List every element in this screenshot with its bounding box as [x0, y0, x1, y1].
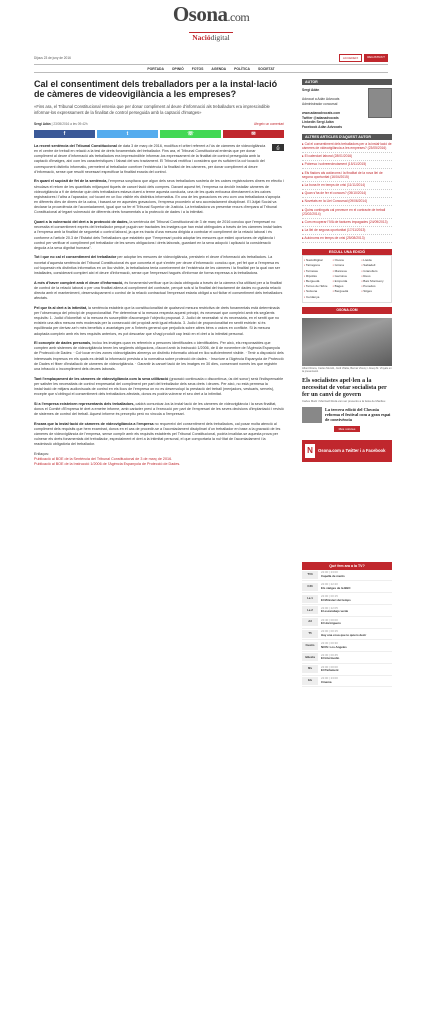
tv-row[interactable]	[302, 652, 392, 664]
paragraph-6	[34, 306, 284, 337]
paragraph-4	[34, 255, 284, 276]
paragraph-text: la sentència del Tribunal Constitucional de 3 de març de 2016 conclou que l'empresari no necessita el consentiment exprés del treballador perquè puguin ser tractades les imatges que han estat obtingudes a través de les càmeres instal·lades a l'empresa amb la finalitat de seguretat o control laboral, ja que es tracta d'una mesura dirigida a controlar el compliment de la relació laboral i és conforme a l'article 20.3 de l'Estatut dels Treballadors que estableix que "l'empresari podrà adoptar les mesures que estimi oportunes de vigilància i control per verificar el compliment pel treballador de les seves obligacions i drets laborals, guardant en la seva adopció i aplicació la consideració deguda a la seva dignitat humana".	[34, 220, 282, 250]
article-link[interactable]: ▸ Novetats en la Llei Concursal (09/06/2014)	[302, 198, 392, 206]
osona-header: OSONA.COM	[302, 307, 392, 314]
email-icon: ✉	[251, 131, 256, 137]
links-label: Enllaços:	[34, 451, 49, 456]
nav-societat[interactable]: SOCIETAT	[257, 66, 275, 71]
nav-portada[interactable]: PORTADA	[147, 66, 164, 71]
tv-program: Cinema	[321, 680, 332, 685]
paragraph-5	[34, 281, 284, 302]
edition-link[interactable]: ▪ Osona	[333, 258, 362, 263]
tv-program: El escarabajo verde	[321, 609, 349, 614]
tv-row[interactable]	[302, 593, 392, 605]
paragraph-text: (gravació continuada o discontínua, ús del sonor) serà l'indispensable per satisfer les necessitats de control empresarial del compliment per part del treballador dels seus drets i deures. Per això, no està permesa la instal·lació de mitjans audiovisuals de control en els llocs de l'empresa on no es desenvolupi la prestació del treball (menjadors, vestuaris, serveis), excepte que s'obtingui el consentiment dels treballadors afectats, doncs es podria vulnerar el seu dret a la intimitat.	[34, 376, 284, 397]
tv-row[interactable]	[302, 676, 392, 688]
article-link[interactable]: ▸ Pobresa i sobreendeutament (15/11/2015)	[302, 161, 392, 169]
tv-row[interactable]	[302, 664, 392, 676]
channel-logo: laSexta	[302, 653, 318, 661]
edition-link[interactable]: ▪ Cerdanya	[304, 295, 333, 300]
edition-link[interactable]: ▪ NacióDigital	[304, 258, 333, 263]
channel-logo: btv	[302, 677, 318, 685]
paragraph-text: caldrà comunicar-los la instal·lació de les càmeres de videovigilància i la seva finalitat, doncs el Comitè d'Empresa té dret a emetre informe, amb caràcter previ a l'execució per part de l'empresari de les seves decisions d'implantació i revisió de sistemes de control del treball. Aquest informe és preceptiu però no vincula a l'empresari.	[34, 401, 284, 417]
banner-text: Osona.com a Twitter i a Facebook	[318, 448, 386, 454]
author-linkedin-link[interactable]: Linkedin Sergi Adán	[302, 120, 334, 125]
author-articles	[302, 134, 392, 243]
twitter-icon: t	[126, 131, 129, 137]
bold-lead: Tot i que no cal el consentiment del treballador	[34, 255, 117, 260]
paragraph-text: inclou les imatges quan es refereixin a persones identificades o identificables. Per això, els responsables que compten amb sistemes de videovigilància tenen les següents obligacions, d'acord amb la Instrucció 1/2006, de 8 de novembre de l'Agència Espanyola de Protecció de Dades: · Col·locar en les zones videovigilades almenys un distintiu informatiu ubicat en lloc suficientment visible. · Tenir a disposició dels interessats impresos en els quals es detalli la informació prevista a la normativa sobre protecció de dades. · Inscriure a l'Agència Espanyola de Protecció de Dades el fitxer d'installació de càmeres de videovigilància. · Garantir la cancel·lació de les imatges en 30 dies, conservant només les que registrin una infracció o incompliment dels deures laborals.	[34, 341, 284, 371]
tv-program: Capella de ments	[321, 574, 345, 579]
paragraph-7	[34, 341, 284, 372]
article-link[interactable]: ▸ Cal el consentiment dels treballadors per a la instal·lació de càmeres de videovigilància a les empreses? (23/05/2016)	[302, 140, 392, 152]
article-link[interactable]: ▸ Quins continguts cal preveure en el contracte de treball (23/02/2014)	[302, 206, 392, 218]
mini-news[interactable]	[302, 407, 392, 423]
channel-logo: T5	[302, 630, 318, 638]
nacio-digital-logo[interactable]: Naciódigital	[189, 32, 233, 42]
article-author[interactable]: Sergi Adán	[34, 122, 51, 126]
edition-selector	[302, 249, 392, 303]
article-link[interactable]: ▸ Els fiadors als autònoms i la finalitat de la nova llei de segona oportunitat (16/04/2015)	[302, 169, 392, 181]
author-twitter-link[interactable]: Twitter @adanadvocats	[302, 115, 339, 120]
channel-logo: La 2	[302, 606, 318, 614]
paragraph-text: la sentència estableix que la constitucionalitat de qualsevol mesura restrictiva de drets fonamentals està determinada per l'observança del principi de proporcionalitat. Per determinar si la mesura respecta aquest principi, és necessari que compleixi amb els següents requisits: 1. Judici d'idoneïtat: si la mesura és susceptible d'aconseguir l'objectiu proposat. 2. Judici de necessitat: si és necessària, en el sentit que no existeix una altra mesura més moderada per la consecució del propòsit amb igual eficàcia. 3. Judici de proporcionalitat en sentit estricte: si és equilibrada per derivar-se'n més beneficis o avantatges per a l'interès general que perjudicis sobre altres béns o valors en conflicte. Si la mesura adoptada compleix amb els tres requisits anteriors, es pot descartar que s'hagi produït cap lesió en el dret a la intimitat personal.	[34, 305, 280, 336]
facebook-share-button[interactable]	[34, 130, 95, 138]
register-button[interactable]: REGISTRA'T	[364, 54, 388, 62]
article	[34, 79, 284, 472]
tv-program: El Parlament	[321, 668, 339, 673]
share-bar	[34, 130, 284, 138]
tv-list	[302, 570, 392, 688]
tv-program: Els viatges de la BBC	[321, 585, 351, 590]
bold-lead: Quant a la vulneració del dret a la protecció de dades,	[34, 220, 129, 225]
bold-lead: El concepte de dades personals,	[34, 341, 92, 346]
bold-lead: Encara que la instal·lació de càmeres de videovigilància a l'empresa	[34, 421, 154, 426]
links-section	[34, 452, 284, 467]
news-subtitle: Carles Martí i Meritxell Roda van ser presents a la festa de Manlleu	[302, 398, 386, 403]
edition-link[interactable]: ▪ Penedès	[361, 284, 390, 289]
channel-logo: 8tv	[302, 665, 318, 673]
author-website-link[interactable]: www.adanadvocats.com	[302, 110, 341, 115]
tv-program: Hay una cosa que te quiero decir	[321, 632, 367, 637]
whatsapp-share-button[interactable]	[160, 130, 221, 138]
article-link[interactable]: ▸ Autònoms en temps de crisi (25/08/2013)	[302, 235, 392, 243]
whatsapp-icon: ☏	[187, 131, 194, 137]
tv-program: NCIS: Los Angeles	[321, 644, 347, 649]
edition-header: ESCULL UNA EDICIÓ	[302, 249, 392, 255]
tv-time: 22:30 | 00:45	[321, 652, 338, 657]
edition-link[interactable]: ▪ Manresa	[333, 269, 362, 274]
author-header: AUTOR	[302, 79, 392, 85]
edition-link[interactable]: ▪ Granollers	[361, 269, 390, 274]
facebook-icon: f	[63, 131, 66, 137]
edition-link[interactable]: ▪ Lleida	[361, 258, 390, 263]
articles-header: ALTRES ARTICLES D'AQUEST AUTOR	[302, 134, 392, 140]
edition-link[interactable]: ▪ Baix Montseny	[361, 279, 390, 284]
more-news-button[interactable]: Més notícies	[334, 426, 360, 432]
bold-lead: Si a l'empresa existeixen representants dels treballadors,	[34, 401, 135, 406]
top-bar	[34, 54, 388, 62]
sidebar	[302, 79, 392, 687]
paragraph-2	[34, 179, 284, 215]
login-button[interactable]: ACCEDEIX	[339, 54, 362, 62]
tv-time: 22:00 | 22:05	[321, 605, 338, 610]
news-photo[interactable]	[302, 318, 392, 366]
news-headline[interactable]: Els socialistes apel·len a la necessitat de votar socialista per fer un canvi de govern	[302, 376, 387, 398]
tv-program: El Hormiguero	[321, 621, 341, 626]
edition-link[interactable]: ▪ Solsona	[304, 289, 333, 294]
print-button[interactable]	[272, 144, 284, 151]
bold-lead: En quant el supòsit de fet de la sentència,	[34, 179, 108, 184]
article-lead: «Fins ara, el Tribunal Constitucional entenia que per donar compliment al deure d'informació als treballadors era imprescindible informar-los expressament de la finalitat de control perseguida amb la captació d'imatges»	[34, 104, 270, 115]
author-name[interactable]: Sergi Adán	[302, 88, 320, 92]
bold-lead: La recent sentència del Tribunal Constitucional	[34, 144, 117, 148]
paragraph-text: és fonamental verificar que la dada obtinguda a través de la càmera s'ha utilitzat per a la finalitat de control de la relació laboral o per una finalitat aliena al compliment del contracte, perquè sols si la finalitat del tractament de dades no guarda relació directa amb el manteniment, desenvolupament o control de la relació contractual l'empresari estaria obligat a sol·licitar el consentiment dels treballadors afectats.	[34, 280, 283, 301]
add-comment-link[interactable]: Afegeix un comentari	[254, 122, 284, 126]
link-boe-instruccio[interactable]: Publicació al BOE de la Instrucció 1/2006 de l'Agència Espanyola de Protecció de Dades.	[34, 462, 181, 467]
nacio-n-icon: N	[305, 444, 315, 458]
article-date: 23/05/2016 a les 09:42h	[53, 122, 88, 126]
paragraph-text: de data 3 de març de 2016, modifica el criteri referent a l'ús de càmeres de videovigilància en el centre de treball en relació a la tesi de drets fonamentals del treballador. Fins ara, el Tribunal Constitucional entenia que per donar compliment al deure d'informació als treballadors era imprescindible informar-los expressament de la finalitat de control perseguida amb la captació d'imatges, així com les característiques i l'abast del seu tractament. El Tribunal rectifica i considera que és suficient la col·locació del corresponent distintiu informatiu, permetent al treballador conèixer l'existència i la finalitat de les càmeres, per donar compliment al deure d'informació, sense que resulti necessari especificar la finalitat exacta del control.	[34, 144, 266, 174]
edition-link[interactable]: ▪ Girona	[333, 263, 362, 268]
author-box	[302, 88, 392, 129]
article-link[interactable]: ▸ La llei de segona oportunitat (17/11/2013)	[302, 227, 392, 235]
paragraph-8	[34, 377, 284, 398]
paragraph-3	[34, 220, 284, 251]
author-line: Administrador concursal	[302, 101, 338, 106]
paragraph-9	[34, 402, 284, 417]
link-boe-sentencia[interactable]: Publicació al BOE de la Sentència del Tribunal Constitucional de 3 de març de 2016.	[34, 457, 173, 462]
nav-agenda[interactable]: AGENDA	[211, 66, 227, 71]
edition-link[interactable]: ▪ Bages	[333, 284, 362, 289]
tv-row[interactable]	[302, 605, 392, 617]
edition-link[interactable]: ▪ Berguedà	[304, 279, 333, 284]
print-icon: ⎙	[276, 145, 280, 150]
channel-logo: TV3	[302, 571, 318, 579]
tv-header: Què fem ara a la TV?	[302, 562, 392, 570]
tv-time: 22:00 | 00:15	[321, 593, 338, 598]
bold-lead: A més d'haver complert amb el deure d'informació,	[34, 280, 124, 285]
edition-link[interactable]: ▪ Tarragona	[304, 263, 333, 268]
edition-link[interactable]: ▪ Ripollès	[304, 274, 333, 279]
photo-caption: Albert Roura, Carles Mundó, Jordi Vilalta, Bernat Vicenç i Josep M. Vinyals en la presentació	[302, 366, 392, 374]
channel-logo: La 1	[302, 595, 318, 603]
tv-row[interactable]	[302, 629, 392, 641]
tv-time: 22:00 | 00:15	[321, 629, 338, 634]
email-share-button[interactable]	[223, 130, 284, 138]
edition-link[interactable]: ▪ Garrotxa	[333, 274, 362, 279]
tv-row[interactable]	[302, 581, 392, 593]
bold-lead: Tant l'emplaçament de les càmeres de videovigilància com la seva utilització	[34, 376, 169, 381]
channel-logo: C33	[302, 583, 318, 591]
paragraph-text: no requereixi del consentiment dels treballadors, cal posar molta atenció al compliment dels requisits que hem examinat, doncs en el cas de procedir-se a l'acomiadament disciplinari d'un treballador en base a la gravació de les càmeres de videovigilància de l'empresa, sense complir amb els requisits establerts pel Tribunal Constitucional, podria invalidar-se aquesta prova per vulnerar els drets fonamentals del treballador, especialment el dret a la intimitat personal, el que comportaria la nul·litat de l'acomiadament i la readmissió obligatòria del treballador.	[34, 421, 281, 447]
mini-news-title[interactable]: La tercera edició del Clownia reforma el festival com a gran espai de convivència	[325, 406, 391, 422]
article-link[interactable]: ▸ El calendari laboral (28/01/2016)	[302, 153, 392, 161]
tv-row[interactable]	[302, 640, 392, 652]
paragraph-text: l'empresa sospitava que algun dels seus treballadors sostreia de les caixes registradores diners en efectiu i simulava el retorn de les quantitats mitjançant tiquets de cancel·lació dels compres. Davant aquest fet, l'empresa va decidir installar càmeres de videovigilància a fi de detectar quin dels treballadors estava duent a terme aquesta conducta, una de les quals enfocava directament a les caixes registradores i l'altra a l'aparador, col·locant en un lloc visible els distintius informatius. En una de les gravacions es veu com una treballadora s'apropia en diferents dies de diners de la caixa, i basant-se en aquestes gravacions, l'empresa procedeix al seu acomiadament disciplinari. El Jutjat Social va declarar la procedència de l'acomiadament, igual que va fer el Tribunal Superior de Justícia. La treballadora va presentar recurs d'empara al Tribunal Constitucional al·legant vulneració de diferents drets fonamentals a la protecció de dades i a la intimitat.	[34, 179, 284, 215]
current-date: Dijous 23 de juny de 2016	[34, 56, 71, 60]
author-facebook-link[interactable]: Facebook Adán Advocats	[302, 124, 343, 129]
tv-program: El Intermedio	[321, 656, 340, 661]
site-header	[0, 0, 422, 42]
nav-opinio[interactable]: OPINIÓ	[171, 66, 184, 71]
article-link[interactable]: ▸ La bona fe en temps de crisi (11/11/2014)	[302, 182, 392, 190]
tv-program: El Ministeri del temps	[321, 597, 351, 602]
bold-lead: Pel que fa al dret a la intimitat,	[34, 305, 88, 310]
paragraph-10	[34, 422, 284, 448]
edition-link[interactable]: ▪ Berguedà	[333, 289, 362, 294]
article-title: Cal el consentiment dels treballadors per a la instal·lació de càmeres de videovigilància a les empreses?	[34, 79, 278, 99]
tv-time: 22:00 | 00:00	[321, 664, 338, 669]
tv-time: 22:00 | 23:00	[321, 676, 338, 681]
article-link[interactable]: ▸ Quan s'ha de fer el concurs? (05/10/2014)	[302, 190, 392, 198]
social-banner[interactable]	[302, 440, 392, 462]
article-link[interactable]: ▸ Com recuperar l'IVA de factures impagades (24/09/2013)	[302, 219, 392, 227]
channel-logo: A3	[302, 618, 318, 626]
tv-time: 22:40 | 00:00	[321, 617, 338, 622]
paragraph-1	[34, 144, 284, 175]
twitter-share-button[interactable]	[97, 130, 158, 138]
channel-logo: Cuatro	[302, 642, 318, 650]
edition-link[interactable]: ▪ Reus	[361, 274, 390, 279]
edition-link[interactable]: ▪ Sabadell	[361, 263, 390, 268]
article-body	[34, 144, 284, 467]
tv-row[interactable]	[302, 617, 392, 629]
tv-row[interactable]	[302, 570, 392, 582]
paragraph-text: per adoptar les mesures de videovigilància, persisteix el deure d'informació als treballadors. La novetat d'aquesta sentència del Tribunal Constitucional és que concreta el què s'entén per deure d'informació: conclou que, pel fet que a l'empresa es col·loquessin els distintius informatius en un lloc visible, la treballadora tenia coneixement de l'existència de les càmeres i la finalitat per la qual van ser installades, considerant complert així el deure d'informació, sense que l'empresari hagués d'informar de forma expressa a la treballadora.	[34, 255, 281, 275]
edition-link[interactable]: ▪ Terrassa	[304, 269, 333, 274]
nav-fotos[interactable]: FOTOS	[191, 66, 204, 71]
nav-politica[interactable]: POLÍTICA	[234, 66, 250, 71]
site-logo[interactable]: Osona.com	[172, 2, 250, 26]
edition-link[interactable]: ▪ Terres de l'Ebre	[304, 284, 333, 289]
author-photo	[368, 88, 392, 118]
main-nav	[34, 64, 388, 73]
article-meta: Sergi Adán | 23/05/2016 a les 09:42h Afegeix un comentari	[34, 122, 284, 126]
author-line: Advocat a Adán Advocats	[302, 97, 340, 102]
tv-time: 22:30 | 00:30	[321, 641, 338, 646]
edition-link[interactable]: ▪ Sitges	[361, 289, 390, 294]
tv-time: 22:00 | 23:00	[321, 570, 338, 575]
tv-time: 22:00 | 22:20	[321, 582, 338, 587]
edition-link[interactable]: ▪ Emporda	[333, 279, 362, 284]
mini-news-thumb	[302, 407, 322, 423]
